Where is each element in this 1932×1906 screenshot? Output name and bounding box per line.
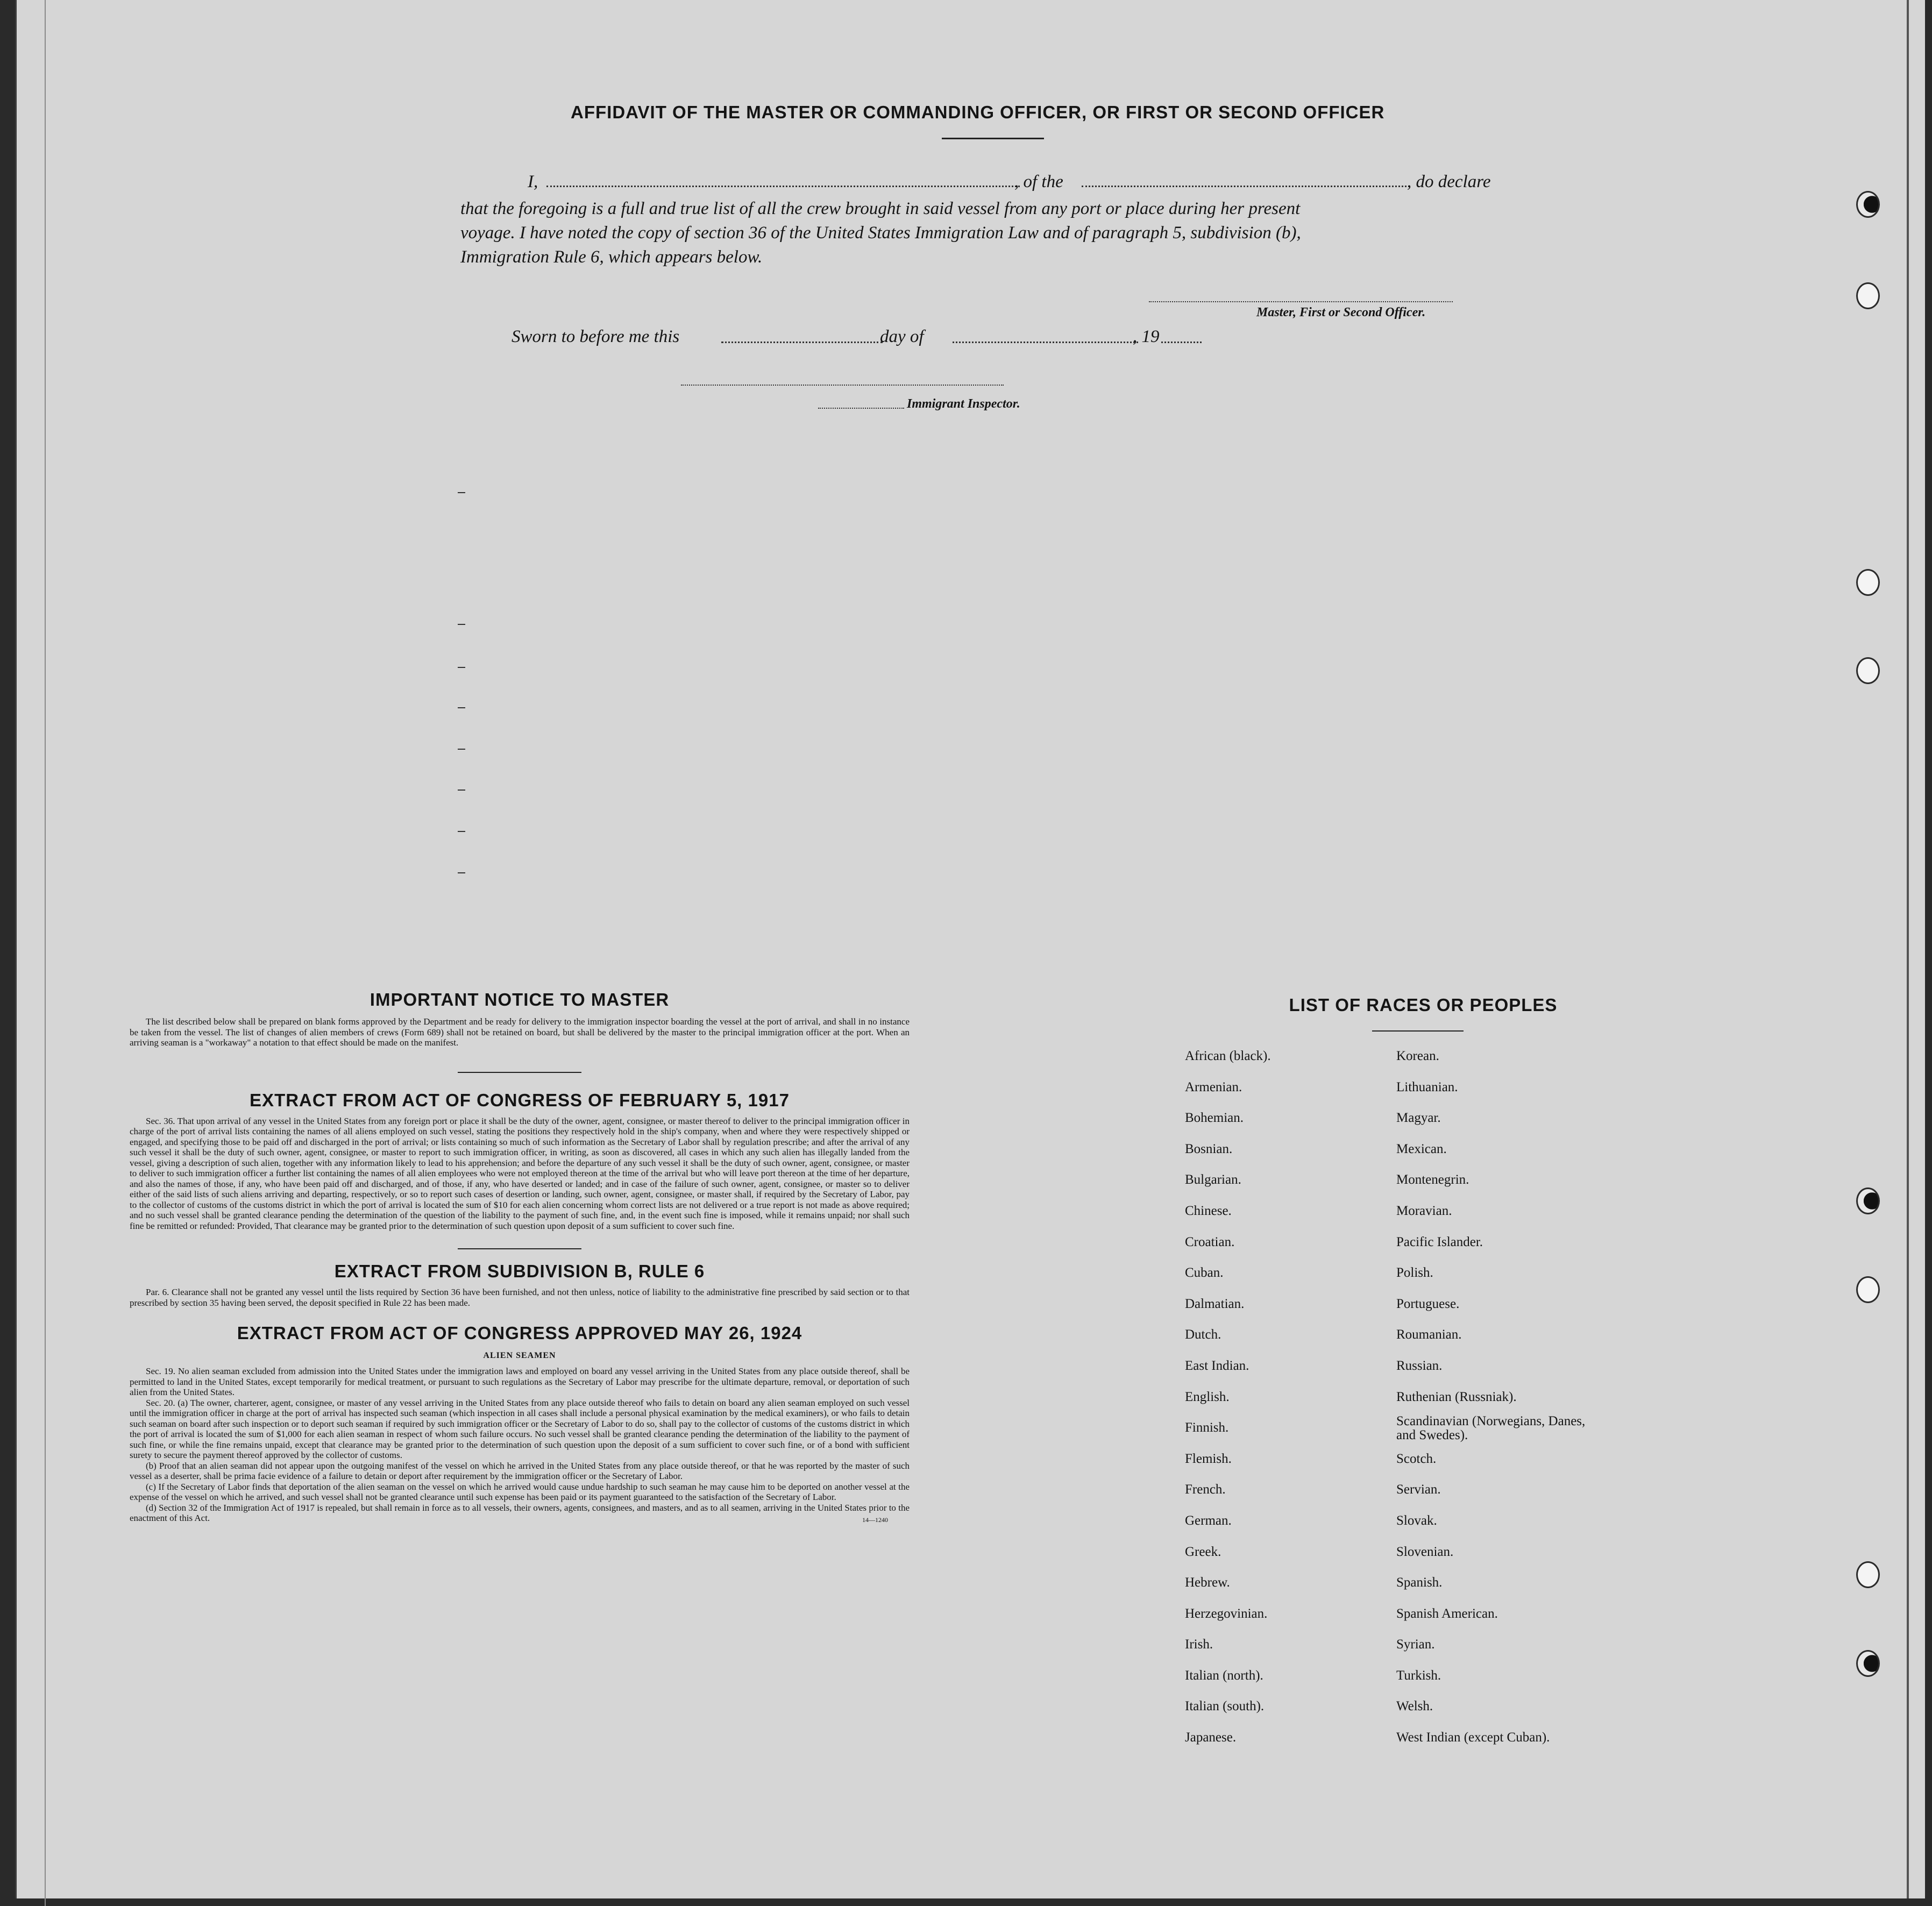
sworn-prefix: Sworn to before me this <box>512 327 680 346</box>
race-entry: African (black). <box>1185 1049 1271 1063</box>
margin-tick <box>458 831 465 832</box>
race-entry: Armenian. <box>1185 1079 1242 1094</box>
race-entry: Bulgarian. <box>1185 1172 1241 1187</box>
margin-tick <box>458 624 465 625</box>
extract-1917-body <box>130 1116 910 1232</box>
declaration-line-2: voyage. I have noted the copy of section 36 of the United States Immigration Law and of paragraph 5, subdivision (b), <box>460 223 1301 243</box>
master-signature-caption: Master, First or Second Officer. <box>1256 305 1426 319</box>
race-entry: Finnish. <box>1185 1420 1229 1435</box>
binder-hole <box>1856 1650 1880 1677</box>
sec19-paragraph: Sec. 19. No alien seaman excluded from admission into the United States under the immigration laws and employed on board any vessel arriving in the United States from any place outside thereof, shall be permitted to land in the United States, except temporarily for medical treatment, or pursuant to such regulations as the Secretary of Labor may prescribe for the ultimate departure, removal, or deportation of such alien from the United States. <box>130 1366 910 1397</box>
alien-seamen-subtitle: ALIEN SEAMEN <box>483 1351 556 1360</box>
margin-tick <box>458 749 465 750</box>
name-blank[interactable] <box>546 186 1020 187</box>
sec20a-paragraph: Sec. 20. (a) The owner, charterer, agent, consignee, or master of any vessel arriving in the United States from any place outside thereof who fails to detain on board any alien seaman employed on such vessel until the immigration officer in charge at the port of arrival has inspected such seaman (which inspection in all cases shall include a personal physical examination by the medical examiners), or who fails to detain such seaman on board after such inspection or to deport such seaman if required by such immigration officer or the Secretary of Labor to do so, shall pay to the collector of customs of the customs district in which the port of arrival is located the sum of $1,000 for each alien seaman in respect of whom such failure occurs. No such vessel shall be granted clearance pending the determination of the liability to the payment of such fine, or while the fine remains unpaid, except that clearance may be granted prior to the determination of such question upon the deposit of a sum sufficient to cover such fine, or of a bond with sufficient surety to secure the payment thereof approved by the collector of customs. <box>130 1397 910 1460</box>
race-entry: Irish. <box>1185 1637 1213 1652</box>
margin-tick <box>458 667 465 668</box>
declare-of-the: , of the <box>1014 172 1063 191</box>
margin-tick <box>458 872 465 873</box>
binder-hole <box>1856 282 1880 309</box>
races-title: LIST OF RACES OR PEOPLES <box>1289 995 1558 1015</box>
race-entry: Spanish American. <box>1396 1606 1498 1621</box>
declaration-line-3: Immigration Rule 6, which appears below. <box>460 247 763 267</box>
extract-1924-body <box>130 1366 910 1524</box>
race-entry: Lithuanian. <box>1396 1079 1458 1094</box>
title-underline <box>942 138 1044 139</box>
rule6-title: EXTRACT FROM SUBDIVISION B, RULE 6 <box>334 1261 705 1281</box>
binder-hole <box>1856 657 1880 684</box>
margin-tick <box>458 492 465 493</box>
race-entry: Hebrew. <box>1185 1575 1230 1590</box>
notice-title: IMPORTANT NOTICE TO MASTER <box>370 990 670 1009</box>
race-entry: Portuguese. <box>1396 1296 1460 1311</box>
binder-hole <box>1856 191 1880 218</box>
sec20b-paragraph: (b) Proof that an alien seaman did not appear upon the outgoing manifest of the vessel on which he arrived in the United States from any place outside thereof, or that he was reported by the master of such vessel as a deserter, shall be prima facie evidence of a failure to detain or deport after requirement by the immigration officer or the Secretary of Labor. <box>130 1460 910 1481</box>
affidavit-title: AFFIDAVIT OF THE MASTER OR COMMANDING OFFICER, OR FIRST OR SECOND OFFICER <box>571 102 1385 122</box>
sworn-day-of: day of <box>880 327 924 346</box>
race-entry: Bohemian. <box>1185 1111 1244 1126</box>
legal-column <box>130 990 910 1524</box>
page-right-edge <box>1907 0 1909 1898</box>
race-entry: Syrian. <box>1396 1637 1435 1652</box>
rule6-body <box>130 1287 910 1308</box>
declare-do-declare: , do declare <box>1407 172 1491 191</box>
race-entry: Polish. <box>1396 1265 1433 1281</box>
notice-paragraph: The list described below shall be prepared on blank forms approved by the Department and be ready for delivery to the immigration inspector boarding the vessel at the port of arrival, and shall in no instance be taken from the vessel. The list of changes of alien members of crews (Form 689) shall not be retained on board, but shall be delivered by the master to the principal immigration officer at the port. When an arriving seaman is a "workaway" a notation to that effect should be made on the manifest. <box>130 1016 910 1048</box>
inspector-caption: Immigrant Inspector. <box>907 397 1020 411</box>
race-entry: Magyar. <box>1396 1111 1441 1126</box>
sworn-month-blank[interactable] <box>953 342 1138 343</box>
extract-1917-title: EXTRACT FROM ACT OF CONGRESS OF FEBRUARY 5, 1917 <box>250 1090 790 1110</box>
race-entry: Servian. <box>1396 1482 1441 1497</box>
races-column-1 <box>1185 1041 1271 1753</box>
extract-1924-title: EXTRACT FROM ACT OF CONGRESS APPROVED MAY 26, 1924 <box>237 1323 802 1343</box>
race-entry: Turkish. <box>1396 1668 1441 1683</box>
par6-paragraph: Par. 6. Clearance shall not be granted any vessel until the lists required by Section 36 have been furnished, and not then unless, notice of liability to the administrative fine prescribed by said section or to that prescribed by section 35 having been served, the deposit specified in Rule 22 has been made. <box>130 1287 910 1308</box>
race-entry: Roumanian. <box>1396 1327 1462 1342</box>
race-entry: Pacific Islander. <box>1396 1234 1483 1249</box>
race-entry: Japanese. <box>1185 1730 1237 1745</box>
race-entry: East Indian. <box>1185 1358 1249 1373</box>
master-signature-line[interactable] <box>1149 301 1453 302</box>
declaration-line-1: that the foregoing is a full and true list of all the crew brought in said vessel from any port or place during her present <box>460 199 1301 218</box>
sec36-paragraph: Sec. 36. That upon arrival of any vessel in the United States from any foreign port or place it shall be the duty of the owner, agent, consignee, or master thereof to deliver to the principal immigration officer in charge of the port of arrival lists containing the names of all aliens employed on such vessel, stating the positions they respectively hold in the ship's company, when and where they were respectively shipped or engaged, and specifying those to be paid off and discharged in the port of arrival; or lists containing so much of such information as the Secretary of Labor shall by regulation prescribe; and after the arrival of any such vessel it shall be the duty of such owner, agent, consignee, or master to report to such immigration officer, in writing, as soon as discovered, all cases in which any such alien has illegally landed from the vessel, giving a description of such alien, together with any information likely to lead to his apprehension; and before the departure of any such vessel it shall be the duty of such owner, agent, consignee, or master to deliver to such immigration officer a further list containing the names of all alien employees who were not employed thereon at the time of the arrival but who will leave port thereon at the time of her departure, and also the names of those, if any, who have been paid off and discharged, and of those, if any, who have deserted or landed; and in case of the failure of such owner, agent, consignee, or master so to deliver either of the said lists of such aliens arriving and departing, respectively, or so to report such cases of desertion or landing, such owner, agent, consignee, or master shall, if required by the Secretary of Labor, pay to the collector of customs of the customs district in which the port of arrival is located the sum of $10 for each alien concerning whom correct lists are not delivered or a true report is not made as above required; and no such vessel shall be granted clearance pending the determination of the question of the liability to the payment of such fine, and, in the event such fine is imposed, while it remains unpaid; nor shall such fine be remitted or refunded: Provided, That clearance may be granted prior to the determination of such question upon deposit of a sum sufficient to cover such fine. <box>130 1115 910 1231</box>
race-entry: Ruthenian (Russniak). <box>1396 1389 1517 1404</box>
race-entry: Italian (north). <box>1185 1668 1263 1683</box>
notice-body <box>130 1016 910 1048</box>
sworn-year-blank[interactable] <box>1161 342 1202 343</box>
sec20c-paragraph: (c) If the Secretary of Labor finds that deportation of the alien seaman on the vessel on which he arrived would cause undue hardship to such seaman he may cause him to be deported on another vessel at the expense of the vessel on which he arrived, and such vessel shall not be granted clearance until such expense has been paid or its payment guaranteed to the satisfaction of the Secretary of Labor. <box>130 1481 910 1502</box>
race-entry: Flemish. <box>1185 1451 1232 1466</box>
race-entry: English. <box>1185 1389 1230 1404</box>
binder-hole <box>1856 569 1880 596</box>
race-entry: Russian. <box>1396 1358 1443 1373</box>
race-entry: Mexican. <box>1396 1141 1447 1156</box>
vessel-blank[interactable] <box>1082 186 1410 187</box>
document-page <box>15 0 1925 1898</box>
race-entry: Slovenian. <box>1396 1544 1454 1559</box>
inspector-caption-leader <box>818 408 904 409</box>
race-entry: Korean. <box>1396 1049 1439 1063</box>
binder-hole <box>1856 1276 1880 1303</box>
margin-tick <box>458 790 465 791</box>
race-entry: Croatian. <box>1185 1234 1235 1249</box>
binder-hole <box>1856 1561 1880 1588</box>
race-entry: Herzegovinian. <box>1185 1606 1268 1621</box>
form-code: 14—1240 <box>862 1516 888 1524</box>
race-entry: Greek. <box>1185 1544 1221 1559</box>
race-entry: Welsh. <box>1396 1699 1433 1714</box>
race-entry: Bosnian. <box>1185 1141 1233 1156</box>
race-entry: West Indian (except Cuban). <box>1396 1730 1550 1745</box>
race-entry: Scotch. <box>1396 1451 1437 1466</box>
race-entry: Dutch. <box>1185 1327 1221 1342</box>
margin-tick <box>458 707 465 708</box>
race-entry: Dalmatian. <box>1185 1296 1245 1311</box>
race-entry: Scandinavian (Norwegians, Danes, and Swedes). <box>1396 1414 1586 1443</box>
inspector-signature-line[interactable] <box>681 385 1004 386</box>
race-entry: Slovak. <box>1396 1513 1437 1528</box>
sec20d-paragraph: (d) Section 32 of the Immigration Act of 1917 is repealed, but shall remain in force as to all vessels, their owners, agents, consignees, and masters, and as to all seamen, arriving in the United States prior to the enactment of this Act. <box>130 1502 910 1523</box>
sworn-day-blank[interactable] <box>721 342 883 343</box>
declare-i: I, <box>528 172 538 191</box>
divider <box>458 1248 581 1249</box>
race-entry: Cuban. <box>1185 1265 1224 1281</box>
binder-hole <box>1856 1187 1880 1214</box>
race-entry: Chinese. <box>1185 1203 1232 1218</box>
sworn-year: , 19 <box>1133 327 1160 346</box>
race-entry: Montenegrin. <box>1396 1172 1469 1187</box>
race-entry: Italian (south). <box>1185 1699 1265 1714</box>
page-edge <box>45 0 46 1906</box>
races-underline <box>1372 1030 1464 1032</box>
race-entry: German. <box>1185 1513 1232 1528</box>
race-entry: Moravian. <box>1396 1203 1452 1218</box>
divider <box>458 1072 581 1073</box>
race-entry: French. <box>1185 1482 1226 1497</box>
race-entry: Spanish. <box>1396 1575 1443 1590</box>
races-column-2 <box>1396 1041 1590 1753</box>
